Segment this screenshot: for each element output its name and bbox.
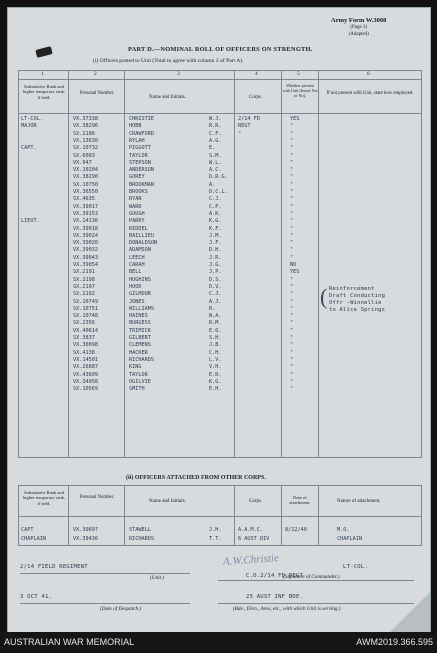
cell-initials: V.H. xyxy=(209,364,222,371)
cell-name: CARAH xyxy=(129,262,145,268)
cell-number: SX.2191 xyxy=(73,269,95,276)
cell-initials: D.S. xyxy=(209,276,222,283)
table-row xyxy=(19,240,421,247)
cell-number: VX.38290 xyxy=(73,174,98,181)
header-present: Whether present with Unit (Insert Yes or No). xyxy=(282,83,318,98)
form-id-line3: (Adapted) xyxy=(348,32,369,37)
cell-name: WARD xyxy=(129,203,142,210)
form-id xyxy=(331,17,386,38)
table-row xyxy=(19,277,421,284)
cell-present: " xyxy=(290,386,294,393)
cell-number: VX.26887 xyxy=(73,364,98,371)
cell-present: YES xyxy=(290,116,300,122)
cell-present: " xyxy=(290,327,294,334)
cell-corps: 2/14 FD xyxy=(238,116,260,122)
cell-name: BAILLIEU xyxy=(129,232,154,239)
att-header-date: Date of attachment. xyxy=(289,495,311,506)
cell-present: " xyxy=(290,254,294,261)
cell-number: VX.10204 xyxy=(73,167,98,174)
commander-signature: A.W.Christie xyxy=(222,552,280,568)
cell-rank: LIEUT. xyxy=(21,218,40,225)
table-row xyxy=(19,160,421,167)
cell-name: DONALDSON xyxy=(129,240,158,247)
cell-present: " xyxy=(290,342,294,349)
cell-initials: K.G. xyxy=(209,378,222,385)
cell-initials: D.C.L. xyxy=(209,189,228,195)
cell-name: RYLAH xyxy=(129,137,145,144)
cell-name: TAYLOR xyxy=(129,152,148,159)
part-title: PART D.—NOMINAL ROLL OF OFFICERS ON STRENGTH. xyxy=(128,46,313,53)
cell-name: PARRY xyxy=(129,218,145,225)
cell-present: " xyxy=(290,356,294,363)
cell-number: SX.4635 xyxy=(73,196,95,203)
cell-number: VX.14501 xyxy=(73,356,98,363)
cell-present: " xyxy=(290,130,294,137)
cell-present: " xyxy=(290,247,294,254)
cell-number: SX.2356 xyxy=(73,320,95,327)
cell-number: VX.947 xyxy=(73,159,92,166)
cell-initials: R.M. xyxy=(209,320,222,327)
signature-label: (Signature of Commander.) xyxy=(283,574,340,580)
cell-present: " xyxy=(290,283,294,290)
table-row xyxy=(19,174,421,181)
col-number-6: 6 xyxy=(367,71,370,77)
attached-row xyxy=(19,536,421,545)
despatch-date: 3 OCT 41. xyxy=(20,594,53,600)
cell-number: VX.38296 xyxy=(73,123,98,130)
cell-initials: J.P. xyxy=(209,269,222,276)
cell-number: SX.2192 xyxy=(73,291,95,298)
cell-initials: W.A. xyxy=(209,313,222,320)
cell-name: GOUGH xyxy=(129,210,145,217)
cell-initials: C.J. xyxy=(209,291,222,298)
cell-present: " xyxy=(290,378,294,385)
cell-number: SX.10750 xyxy=(73,181,98,188)
table-row xyxy=(19,116,421,123)
cell-number: VX.34958 xyxy=(73,378,98,385)
cell-present: " xyxy=(290,313,294,320)
formation-label: (Bde., Divn., Area, etc., with which Unit is serving.) xyxy=(233,606,341,612)
table-row xyxy=(19,379,421,386)
archive-footer xyxy=(0,632,437,653)
cell-initials: E. xyxy=(209,145,216,152)
remark-text xyxy=(329,286,385,314)
att-header-nature: Nature of attachment. xyxy=(337,499,381,504)
table-row xyxy=(19,218,421,225)
table-row xyxy=(19,357,421,364)
cell-present: " xyxy=(290,145,294,152)
table-row xyxy=(19,262,421,269)
cell-number: SX.10732 xyxy=(73,145,98,152)
cell-present: " xyxy=(290,159,294,166)
cell-name: BROOKMAN xyxy=(129,181,154,188)
cell-present: " xyxy=(290,167,294,174)
cell-number: VX.30098 xyxy=(73,342,98,349)
cell-present: " xyxy=(290,305,294,312)
att-cell-nature: CHAPLAIN xyxy=(337,535,362,542)
remark-line1: Reinforcement xyxy=(329,286,375,292)
cell-number: SX.10569 xyxy=(73,386,98,393)
cell-initials: D.H. xyxy=(209,247,222,254)
cell-number: SX.10751 xyxy=(73,305,98,312)
cell-name: RIDDEL xyxy=(129,225,148,232)
document-page xyxy=(8,8,430,632)
table-row xyxy=(19,255,421,262)
cell-name: RYAN xyxy=(129,196,142,203)
form-id-line1: Army Form W.3008 xyxy=(331,17,387,24)
cell-name: GILMOUR xyxy=(129,291,151,298)
cell-number: VX.39054 xyxy=(73,262,98,268)
att-cell-corps: A.A.M.C. xyxy=(238,527,263,533)
att-cell-nature: M.O. xyxy=(337,527,350,533)
remark-brace: ( xyxy=(320,284,328,309)
table-row xyxy=(19,123,421,130)
officers-table xyxy=(18,70,422,458)
cell-number: VX.39024 xyxy=(73,232,98,239)
signature-line xyxy=(218,580,414,581)
cell-name: GOREY xyxy=(129,174,145,181)
cell-present: " xyxy=(290,232,294,239)
att-cell-initials: T.T. xyxy=(209,535,222,542)
cell-rank: MAJOR xyxy=(21,123,37,130)
att-cell-number: VX.39697 xyxy=(73,527,98,533)
cell-present: " xyxy=(290,123,294,130)
table-row xyxy=(19,145,421,152)
cell-initials: J.M. xyxy=(209,232,222,239)
cell-name: HACKER xyxy=(129,349,148,356)
att-header-name: Name and Initials. xyxy=(149,499,186,504)
cell-name: BROOKS xyxy=(129,189,148,195)
att-header-rank: Substantive Rank and higher temporary rank, if held. xyxy=(22,490,66,506)
formation-value: 25 AUST INF BDE. xyxy=(246,594,304,600)
att-cell-rank: CHAPLAIN xyxy=(21,535,46,542)
cell-name: CHRISTIE xyxy=(129,116,154,122)
header-number: Personal Number. xyxy=(79,91,115,96)
cell-present: " xyxy=(290,291,294,298)
header-rank: Substantive Rank and higher temporary rank, if held. xyxy=(22,84,66,100)
formation-line xyxy=(218,603,414,604)
cell-initials: S.H. xyxy=(209,335,222,341)
part-ii-title: (ii) OFFICERS ATTACHED FROM OTHER CORPS. xyxy=(126,475,266,481)
att-header-corps: Corps. xyxy=(249,499,263,504)
cell-corps: REGT xyxy=(238,123,251,130)
cell-initials: K.F. xyxy=(209,225,222,232)
cell-present: " xyxy=(290,218,294,225)
cell-present: " xyxy=(290,320,294,327)
cell-number: SX.6003 xyxy=(73,152,95,159)
table-row xyxy=(19,350,421,357)
col-number-3: 3 xyxy=(177,71,180,77)
cell-name: HOOD xyxy=(129,283,142,290)
date-label: (Date of Despatch.) xyxy=(100,606,142,612)
cell-initials: A.J. xyxy=(209,298,222,305)
cell-name: OGILVIE xyxy=(129,378,151,385)
cell-number: VX.13630 xyxy=(73,137,98,144)
cell-initials: C.J. xyxy=(209,196,222,203)
cell-present: " xyxy=(290,210,294,217)
cell-number: VX.14136 xyxy=(73,218,98,225)
att-cell-name: STAWELL xyxy=(129,527,151,533)
header-absent: If not present with Unit, state how employed. xyxy=(326,91,414,96)
cell-name: JONES xyxy=(129,298,145,305)
table-row xyxy=(19,342,421,349)
cell-number: VX.39043 xyxy=(73,254,98,261)
cell-present: " xyxy=(290,364,294,371)
folded-corner xyxy=(390,592,430,632)
col-number-divider xyxy=(19,79,421,80)
cell-present: " xyxy=(290,203,294,210)
cell-present: " xyxy=(290,181,294,188)
cell-number: SX.2197 xyxy=(73,283,95,290)
cell-present: " xyxy=(290,189,294,195)
cell-present: " xyxy=(290,371,294,378)
cell-name: SMITH xyxy=(129,386,145,393)
cell-number: SX.10749 xyxy=(73,298,98,305)
cell-number: VX.39017 xyxy=(73,203,98,210)
cell-name: TRIMICK xyxy=(129,327,151,334)
unit-line xyxy=(20,573,190,574)
cell-present: YES xyxy=(290,269,300,276)
cell-name: CLEMENS xyxy=(129,342,151,349)
cell-name: HOBB xyxy=(129,123,142,130)
table-row xyxy=(19,335,421,342)
cell-initials: J.G. xyxy=(209,262,222,268)
cell-name: STEPSON xyxy=(129,159,151,166)
cell-initials: E.H. xyxy=(209,386,222,393)
cell-initials: L.V. xyxy=(209,356,222,363)
cell-name: HUGHINS xyxy=(129,276,151,283)
punch-hole-mark xyxy=(35,46,52,58)
att-cell-initials: J.H. xyxy=(209,527,222,533)
table-row xyxy=(19,138,421,145)
cell-initials: C.H. xyxy=(209,349,222,356)
unit-value: 2/14 FIELD REGIMENT xyxy=(20,564,88,570)
cell-name: BELL xyxy=(129,269,142,276)
cell-present: " xyxy=(290,196,294,203)
att-cell-corps: 6 AUST DIV xyxy=(238,535,270,542)
cell-initials: A.C. xyxy=(209,167,222,174)
table-row xyxy=(19,364,421,371)
att-cell-date: 8/12/40 xyxy=(285,527,307,533)
header-corps: Corps. xyxy=(249,95,263,100)
cell-number: VX.40614 xyxy=(73,327,98,334)
cell-number: VX.39018 xyxy=(73,225,98,232)
attached-row xyxy=(19,527,421,536)
cell-initials: A. xyxy=(209,181,216,188)
table-row xyxy=(19,211,421,218)
cell-number: VX.39032 xyxy=(73,247,98,254)
unit-label: (Unit.) xyxy=(150,575,164,581)
cell-name: KING xyxy=(129,364,142,371)
table-row xyxy=(19,182,421,189)
cell-number: SX.10748 xyxy=(73,313,98,320)
header-divider xyxy=(19,113,421,114)
cell-name: ANDERSON xyxy=(129,167,154,174)
cell-name: ADAMSON xyxy=(129,247,151,254)
att-cell-number: VX.39436 xyxy=(73,535,98,542)
table-row xyxy=(19,313,421,320)
table-row xyxy=(19,269,421,276)
col-number-1: 1 xyxy=(41,71,44,77)
table-row xyxy=(19,196,421,203)
cell-number: VX.39020 xyxy=(73,240,98,247)
col-number-5: 5 xyxy=(297,71,300,77)
cell-number: SX.2186 xyxy=(73,130,95,137)
col-number-4: 4 xyxy=(255,71,258,77)
table-row xyxy=(19,233,421,240)
cell-present: " xyxy=(290,137,294,144)
form-id-line2: (Page 2) xyxy=(350,25,368,30)
date-line xyxy=(20,603,190,604)
cell-initials: D.R.G. xyxy=(209,174,228,181)
cell-initials: R. xyxy=(209,305,216,312)
archive-left-label: AUSTRALIAN WAR MEMORIAL xyxy=(4,637,135,647)
table-row xyxy=(19,320,421,327)
cell-name: GILBERT xyxy=(129,335,151,341)
table-row xyxy=(19,328,421,335)
cell-number: SX.3837 xyxy=(73,335,95,341)
table-row xyxy=(19,372,421,379)
cell-name: BURGESS xyxy=(129,320,151,327)
cell-present: NO xyxy=(290,262,297,268)
att-header-number: Personal Number. xyxy=(79,495,115,500)
cell-present: " xyxy=(290,174,294,181)
cell-rank: LT-COL. xyxy=(21,116,43,122)
cell-name: LEECH xyxy=(129,254,145,261)
cell-name: CRAWFORD xyxy=(129,130,154,137)
table-row xyxy=(19,226,421,233)
cell-present: " xyxy=(290,225,294,232)
table-row xyxy=(19,204,421,211)
cell-number: VX.43609 xyxy=(73,371,98,378)
cell-present: " xyxy=(290,349,294,356)
cell-number: VX.39153 xyxy=(73,210,98,217)
cell-initials: R.R. xyxy=(209,123,222,130)
cell-rank: CAPT. xyxy=(21,145,37,152)
remark-line3: Offr -Winnellie xyxy=(329,300,382,306)
cell-present: " xyxy=(290,298,294,305)
cell-initials: K.G. xyxy=(209,218,222,225)
cell-name: TAYLOR xyxy=(129,371,148,378)
cell-initials: J.B. xyxy=(209,342,222,349)
table-row xyxy=(19,153,421,160)
remark-line2: Draft Conducting xyxy=(329,293,386,299)
table-row xyxy=(19,189,421,196)
att-cell-rank: CAPT xyxy=(21,527,34,533)
cell-initials: C.P. xyxy=(209,203,222,210)
table-row xyxy=(19,167,421,174)
table-row xyxy=(19,386,421,393)
cell-corps: " xyxy=(238,130,242,137)
header-name: Name and Initials. xyxy=(149,95,186,100)
table-row xyxy=(19,247,421,254)
cell-initials: A.K. xyxy=(209,210,222,217)
attached-table xyxy=(18,485,422,546)
co-unit: C.O.2/14 FD REGT xyxy=(246,573,304,579)
co-rank: LT-COL. xyxy=(343,564,368,570)
cell-name: PIGGOTT xyxy=(129,145,151,152)
remark-line4: to Alice Springs xyxy=(329,307,386,313)
cell-number: SX.4138 xyxy=(73,349,95,356)
cell-present: " xyxy=(290,276,294,283)
cell-initials: D.V. xyxy=(209,283,222,290)
cell-present: " xyxy=(290,335,294,341)
cell-initials: W.J. xyxy=(209,116,222,122)
archive-right-label: AWM2019.366.595 xyxy=(356,637,433,647)
cell-initials: W.L. xyxy=(209,159,222,166)
cell-name: WILLIAMS xyxy=(129,305,154,312)
cell-initials: J.R. xyxy=(209,254,222,261)
cell-initials: E.O. xyxy=(209,327,222,334)
cell-initials: E.R. xyxy=(209,371,222,378)
cell-number: VX.37338 xyxy=(73,116,98,122)
attached-header-divider xyxy=(19,516,421,517)
cell-present: " xyxy=(290,152,294,159)
att-cell-name: RICHARDS xyxy=(129,535,154,542)
col-number-2: 2 xyxy=(94,71,97,77)
cell-initials: A.G. xyxy=(209,137,222,144)
cell-present: " xyxy=(290,240,294,247)
cell-initials: S.M. xyxy=(209,152,222,159)
cell-initials: J.F. xyxy=(209,240,222,247)
cell-name: RICHARDS xyxy=(129,356,154,363)
cell-number: VX.36550 xyxy=(73,189,98,195)
part-subtitle: (i) Officers posted to Unit (Total to agree with column 2 of Part A). xyxy=(93,58,244,64)
cell-initials: C.F. xyxy=(209,130,222,137)
cell-name: HAINES xyxy=(129,313,148,320)
table-row xyxy=(19,131,421,138)
cell-number: SX.2198 xyxy=(73,276,95,283)
